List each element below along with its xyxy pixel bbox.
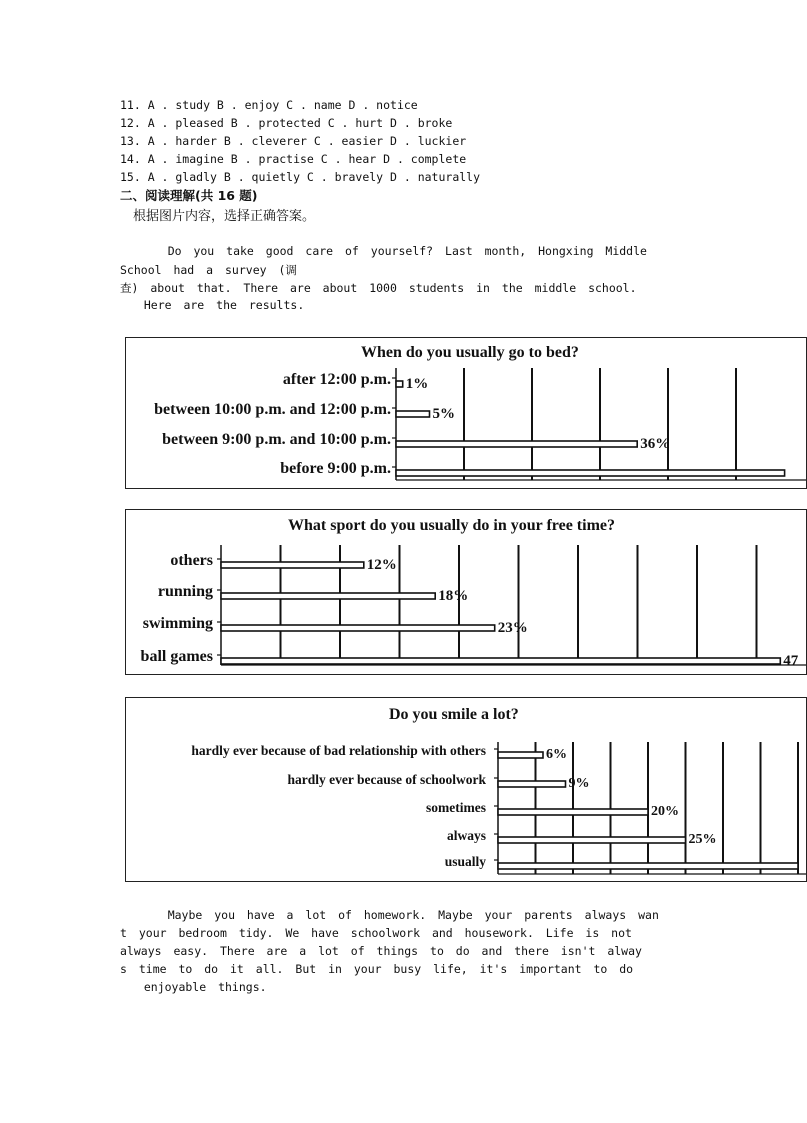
bar [396, 381, 403, 387]
chart-bedtime [125, 337, 807, 489]
data-label: 20% [651, 804, 679, 819]
option-line-13: 13. A . harder B . cleverer C . easier D . luckier [120, 134, 467, 148]
section-instruction: 根据图片内容，选择正确答案。 [133, 209, 316, 224]
data-label: 47 [783, 652, 799, 669]
category-label: others [170, 552, 213, 569]
category-label: after 12:00 p.m. [282, 371, 391, 388]
section-title: 二、阅读理解(共 16 题) [120, 188, 258, 203]
category-label: swimming [142, 615, 213, 632]
bar [498, 809, 648, 815]
chart-smile [125, 697, 807, 882]
category-label: between 10:00 p.m. and 12:00 p.m. [154, 401, 391, 418]
data-label: 18% [438, 587, 469, 604]
bar [221, 593, 435, 599]
intro-line-3: 查) about that. There are about 1000 students in the middle school. [120, 281, 637, 295]
bar [396, 441, 637, 447]
bar [221, 658, 780, 664]
intro-line-1: Do you take good care of yourself? Last month, Hongxing Middle [120, 244, 647, 258]
data-label: 12% [366, 556, 397, 573]
category-label: ball games [140, 648, 213, 665]
category-label: before 9:00 p.m. [280, 460, 391, 477]
category-label: always [446, 828, 486, 844]
data-label: 25% [688, 832, 717, 847]
chart-title: When do you usually go to bed? [361, 344, 579, 361]
chart-title: What sport do you usually do in your free time? [288, 517, 615, 534]
data-label: 9% [568, 776, 590, 791]
bar [396, 411, 430, 417]
intro-line-4: Here are the results. [120, 298, 305, 312]
category-label: between 9:00 p.m. and 10:00 p.m. [162, 431, 391, 448]
data-label: 6% [546, 747, 567, 762]
bar [498, 837, 686, 843]
closing-line-1: Maybe you have a lot of homework. Maybe your parents always wan [120, 908, 659, 922]
option-line-11: 11. A . study B . enjoy C . name D . notice [120, 98, 418, 112]
category-label: hardly ever because of schoolwork [287, 772, 486, 788]
chart-title: Do you smile a lot? [389, 706, 519, 723]
bar [221, 625, 495, 631]
category-label: running [157, 583, 213, 600]
closing-line-3: always easy. There are a lot of things to do and there isn't alway [120, 944, 642, 958]
closing-line-4: s time to do it all. But in your busy life, it's important to do [120, 962, 634, 976]
option-line-15: 15. A . gladly B . quietly C . bravely D . naturally [120, 170, 481, 184]
chart-sport [125, 509, 807, 675]
closing-line-2: t your bedroom tidy. We have schoolwork and housework. Life is not [120, 926, 632, 940]
bar [396, 470, 785, 476]
category-label: hardly ever because of bad relationship with others [191, 743, 486, 759]
bar [498, 752, 543, 758]
data-label: 36% [640, 435, 671, 452]
bar [498, 781, 566, 787]
bar [221, 562, 364, 568]
category-label: usually [444, 854, 486, 870]
category-label: sometimes [426, 800, 486, 816]
data-label: 5% [432, 405, 455, 422]
data-label: 23% [497, 619, 528, 636]
closing-line-5: enjoyable things. [120, 980, 267, 994]
option-line-14: 14. A . imagine B . practise C . hear D . complete [120, 152, 467, 166]
option-line-12: 12. A . pleased B . protected C . hurt D . broke [120, 116, 453, 130]
bar [498, 863, 798, 869]
intro-line-2: School had a survey (调 [120, 263, 297, 277]
data-label: 1% [405, 375, 429, 392]
